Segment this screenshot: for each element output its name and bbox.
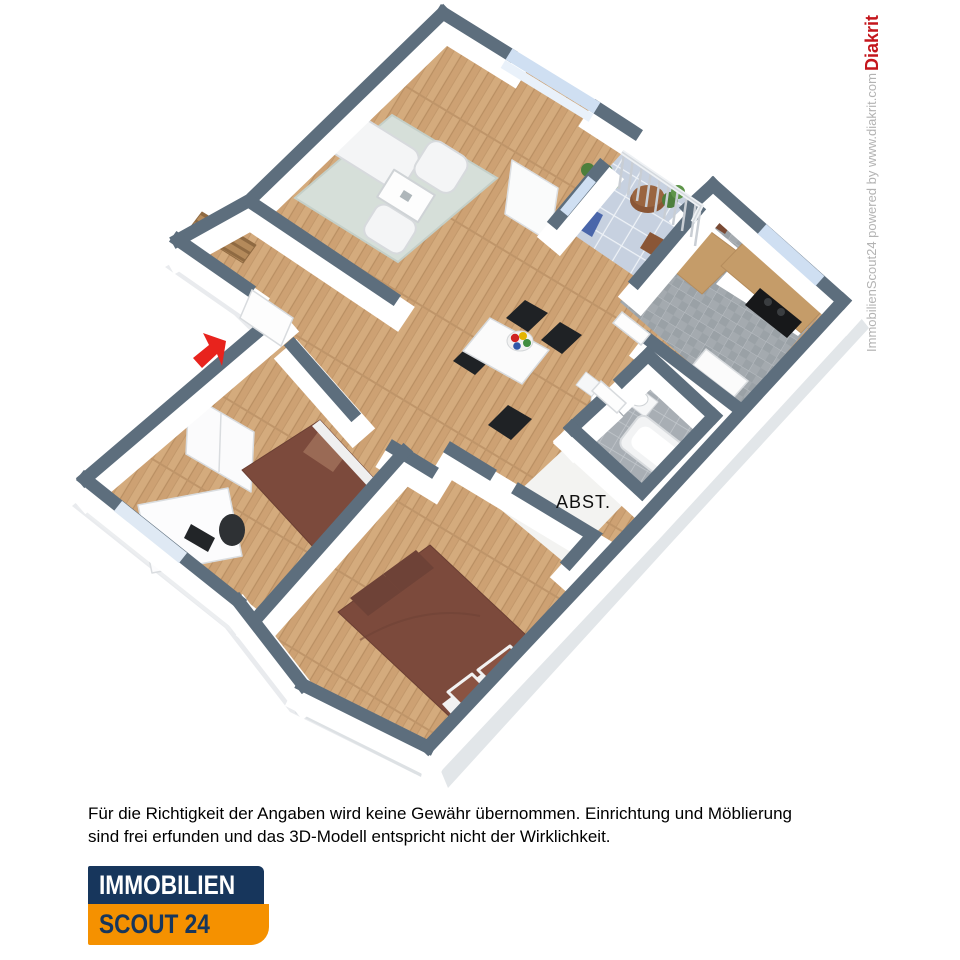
watermark-credit: ImmobilienScout24 powered by www.diakrit.com bbox=[864, 73, 879, 352]
watermark-brand: Diakrit bbox=[862, 14, 882, 71]
disclaimer-line1: Für die Richtigkeit der Angaben wird keine Gewähr übernommen. Einrichtung und Möblierung bbox=[88, 804, 792, 823]
logo-word-scout24: SCOUT 24 bbox=[99, 909, 210, 939]
entrance-arrow-icon bbox=[193, 333, 226, 368]
room-label-abst: ABST. bbox=[556, 492, 612, 512]
immobilienscout24-logo bbox=[88, 866, 264, 945]
disclaimer-text bbox=[88, 802, 848, 848]
logo-word-immobilien: IMMOBILIEN bbox=[99, 869, 236, 900]
logo-bottom-bar bbox=[88, 904, 269, 945]
watermark bbox=[862, 15, 882, 352]
disclaimer-line2: sind frei erfunden und das 3D-Modell entspricht nicht der Wirklichkeit. bbox=[88, 827, 611, 846]
logo-top-bar bbox=[88, 866, 264, 904]
office-chair bbox=[219, 514, 245, 546]
